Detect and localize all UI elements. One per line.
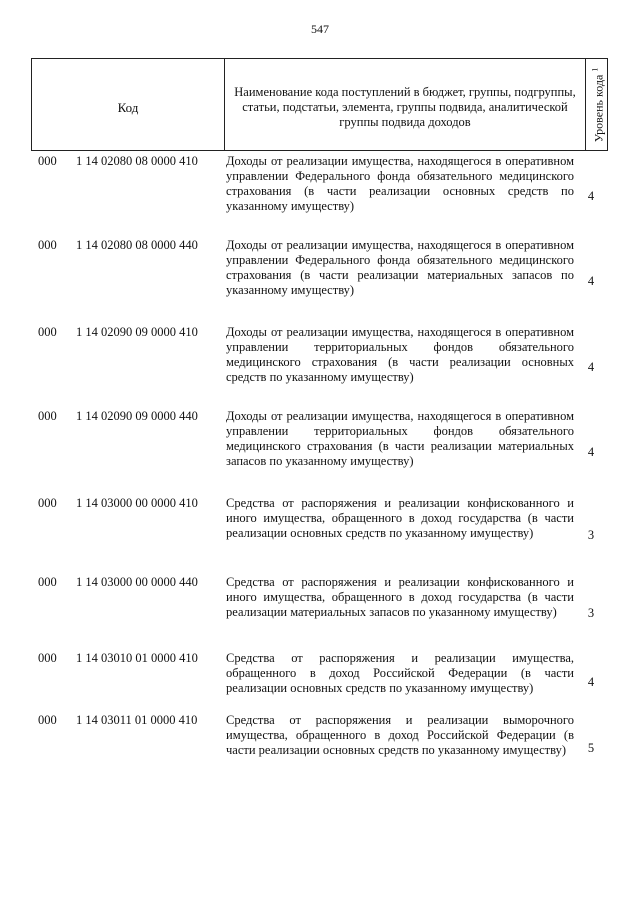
table-row	[38, 409, 608, 496]
row-prefix: 000	[38, 409, 57, 423]
row-description: Доходы от реализации имущества, находящегося в оперативном управлении территориальных фондов обязательного медицинского страхования (в части реализации материальных запасов по указанному имуществу)	[226, 409, 574, 468]
page-number: 547	[311, 22, 329, 36]
header-level	[586, 59, 608, 150]
table-row	[38, 154, 608, 238]
row-code: 1 14 02090 09 0000 440	[76, 409, 198, 423]
row-prefix: 000	[38, 154, 57, 168]
row-description: Средства от распоряжения и реализации конфискованного и иного имущества, обращенного в доход государства (в части реализации материальных запасов по указанному имуществу)	[226, 575, 574, 619]
row-code: 1 14 03000 00 0000 440	[76, 575, 198, 589]
row-description: Доходы от реализации имущества, находящегося в оперативном управлении Федерального фонда обязательного медицинского страхования (в части реализации материальных запасов по указанному имуществу)	[226, 238, 574, 297]
table-row	[38, 238, 608, 325]
row-code: 1 14 03000 00 0000 410	[76, 496, 198, 510]
row-level: 3	[587, 605, 595, 620]
row-level: 4	[587, 674, 595, 689]
header-name-label: Наименование кода поступлений в бюджет, группы, подгруппы, статьи, подстатьи, элемента, группы подвида, аналитической группы подвида доходов	[234, 85, 576, 129]
row-description: Средства от распоряжения и реализации конфискованного и иного имущества, обращенного в доход государства (в части реализации основных средств по указанному имуществу)	[226, 496, 574, 540]
row-code: 1 14 02090 09 0000 410	[76, 325, 198, 339]
row-prefix: 000	[38, 575, 57, 589]
row-code: 1 14 03010 01 0000 410	[76, 651, 198, 665]
header-level-footnote: 1	[590, 67, 600, 72]
row-description: Доходы от реализации имущества, находящегося в оперативном управлении территориальных фондов обязательного медицинского страхования (в части реализации основных средств по указанному имуществу)	[226, 325, 574, 384]
table-header	[31, 58, 608, 151]
header-level-rotated	[589, 67, 606, 142]
table-row	[38, 713, 608, 783]
row-level: 4	[587, 188, 595, 203]
row-level: 4	[587, 359, 595, 374]
table-row	[38, 575, 608, 651]
row-prefix: 000	[38, 325, 57, 339]
header-code	[32, 59, 225, 150]
row-prefix: 000	[38, 238, 57, 252]
row-prefix: 000	[38, 651, 57, 665]
row-description: Средства от распоряжения и реализации имущества, обращенного в доход Российской Федерации (в части реализации основных средств по указанному имуществу)	[226, 651, 574, 695]
table-row	[38, 496, 608, 575]
row-level: 3	[587, 528, 595, 542]
row-level: 5	[587, 740, 595, 755]
row-code: 1 14 02080 08 0000 410	[76, 154, 198, 168]
header-level-label: Уровень кода	[591, 74, 606, 142]
row-level: 4	[587, 274, 595, 288]
row-code: 1 14 03011 01 0000 410	[76, 713, 198, 727]
header-name	[225, 59, 586, 150]
row-level: 4	[587, 445, 595, 459]
row-description: Доходы от реализации имущества, находящегося в оперативном управлении Федерального фонда обязательного медицинского страхования (в части реализации основных средств по указанному имуществу)	[226, 154, 574, 213]
row-code: 1 14 02080 08 0000 440	[76, 238, 198, 252]
table-row	[38, 651, 608, 713]
row-prefix: 000	[38, 713, 57, 727]
row-description: Средства от распоряжения и реализации выморочного имущества, обращенного в доход Российской Федерации (в части реализации основных средств по указанному имуществу)	[226, 713, 574, 757]
table-body	[38, 154, 608, 783]
table-row	[38, 325, 608, 409]
header-code-label: Код	[117, 99, 139, 115]
row-prefix: 000	[38, 496, 57, 510]
